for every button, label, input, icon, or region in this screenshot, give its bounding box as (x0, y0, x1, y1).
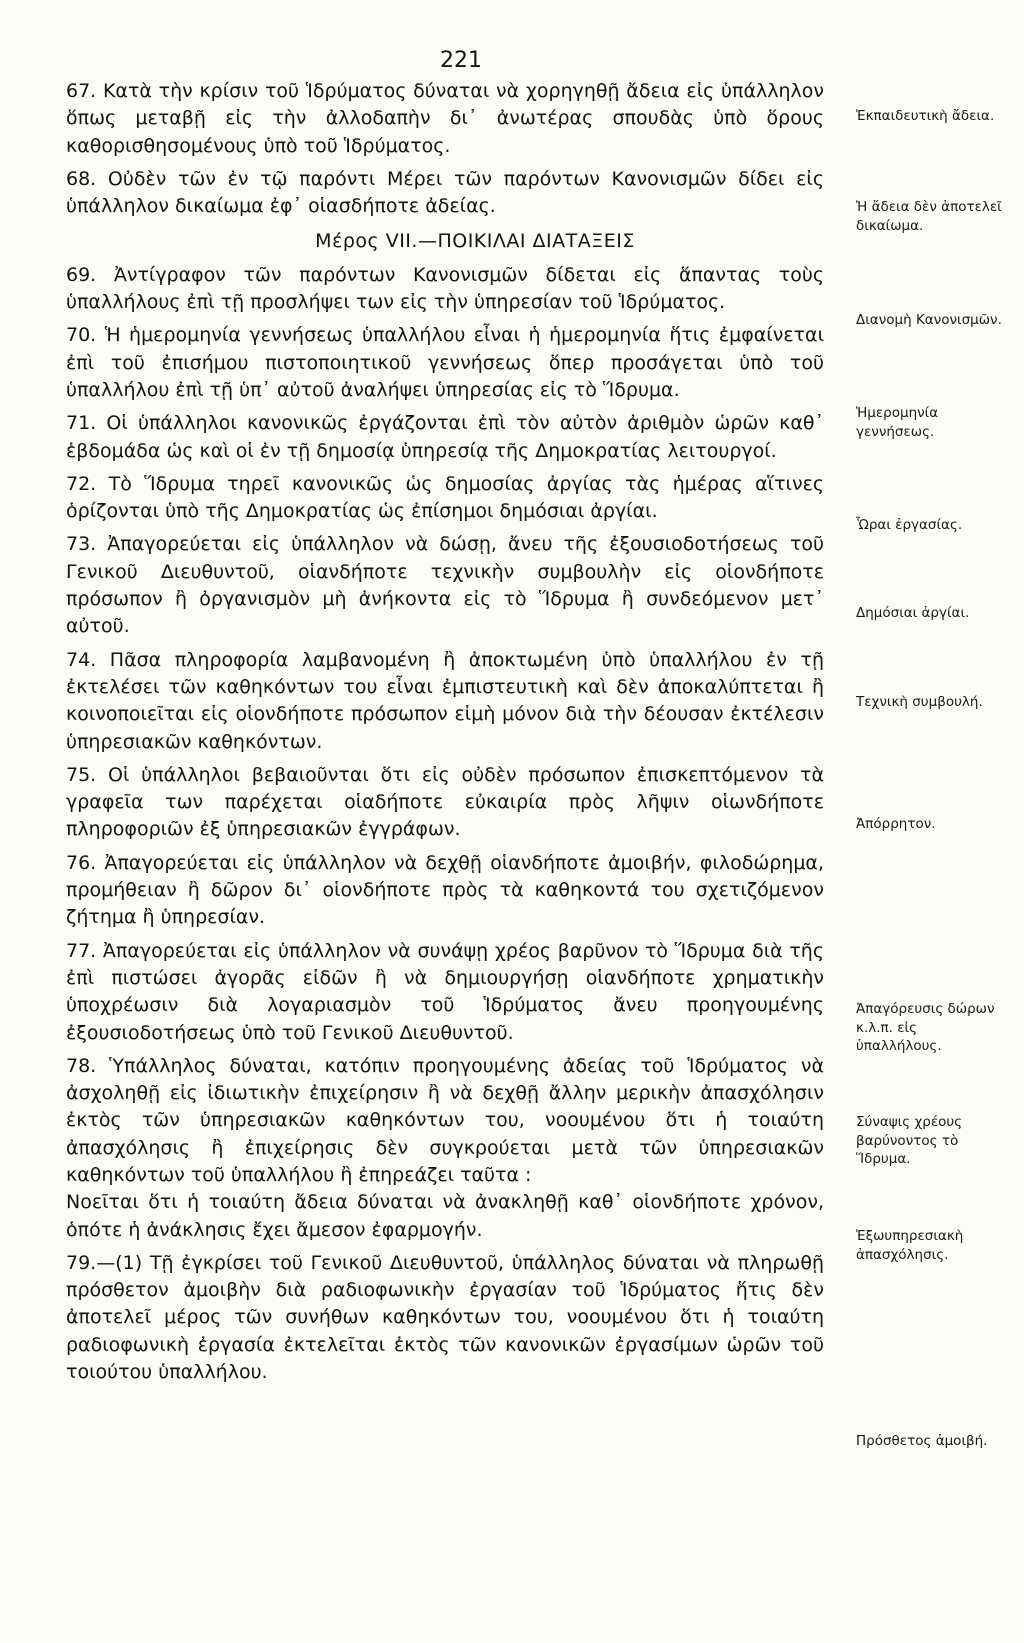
margin-note-73: Τεχνικὴ συμβουλή. (856, 694, 983, 710)
margin-note-76: Ἀπαγόρευσις δώρων κ.λ.π. εἰς ὑπαλλήλους. (856, 1001, 995, 1054)
paragraph-73: 73. Ἀπαγορεύεται εἰς ὑπάλληλον νὰ δώσῃ, ἄνευ τῆς ἐξουσιοδοτήσεως τοῦ Γενικοῦ Διευθυντοῦ, οἱανδήποτε τεχνικὴν συμβουλὴν εἰς οἱονδήποτε πρόσωπον ἢ ὀργανισμὸν μὴ ἀνήκοντα εἰς τὸ Ἵδρυμα ἢ συνδεόμενον μετ᾽ αὐτοῦ. (66, 533, 824, 638)
paragraph-70: 70. Ἡ ἡμερομηνία γεννήσεως ὑπαλλήλου εἶναι ἡ ἡμερομηνία ἥτις ἐμφαίνεται ἐπὶ τοῦ ἐπισήμου πιστοποιητικοῦ γεννήσεως ὅπερ προσάγεται ὑπὸ τοῦ ὑπαλλήλου ἐπὶ τῇ ὑπ᾽ αὐτοῦ ἀναλήψει ὑπηρεσίας εἰς τὸ Ἵδρυμα. (66, 324, 824, 401)
paragraph-74: 74. Πᾶσα πληροφορία λαμβανομένη ἢ ἀποκτωμένη ὑπὸ ὑπαλλήλου ἐν τῇ ἐκτελέσει τῶν καθηκόντων του εἶναι ἐμπιστευτικὴ καὶ δὲν ἀποκαλύπτεται ἢ κοινοποιεῖται εἰς οἱονδήποτε πρόσωπον εἰμὴ μόνον διὰ τὴν δέουσαν ἐκτέλεσιν ὑπηρεσιακῶν καθηκόντων. (66, 648, 824, 753)
paragraph-76: 76. Ἀπαγορεύεται εἰς ὑπάλληλον νὰ δεχθῇ οἱανδήποτε ἀμοιβήν, φιλοδώρημα, προμήθειαν ἢ δῶρον δι᾽ οἱονδήποτε πρὸς τὰ καθηκοντά του σχετιζόμενον ζήτημα ἢ ὑπηρεσίαν. (66, 851, 824, 929)
paragraph-75: 75. Οἱ ὑπάλληλοι βεβαιοῦνται ὅτι εἰς οὐδὲν πρόσωπον ἐπισκεπτόμενον τὰ γραφεῖα των παρέχεται οἱαδήποτε εὐκαιρία πρὸς λῆψιν οἱωνδήποτε πληροφοριῶν ἐξ ὑπηρεσιακῶν ἐγγράφων. (66, 763, 824, 841)
main-text-column (66, 78, 824, 1386)
margin-note-72: Δημόσιαι ἀργίαι. (856, 605, 970, 621)
margin-note-68: Ἡ ἄδεια δὲν ἀποτελεῖ δικαίωμα. (856, 199, 1002, 234)
margin-note-67: Ἐκπαιδευτικὴ ἄδεια. (856, 108, 995, 124)
section-title: Μέρος VII.—ΠΟΙΚΙΛΑΙ ΔΙΑΤΑΞΕΙΣ (315, 230, 635, 253)
margin-note-79: Πρόσθετος ἀμοιβή. (856, 1433, 988, 1449)
margin-note-69: Διανομὴ Κανονισμῶν. (856, 312, 1002, 328)
paragraph-67: 67. Κατὰ τὴν κρίσιν τοῦ Ἱδρύματος δύναται νὰ χορηγηθῇ ἄδεια εἰς ὑπάλληλον ὅπως μεταβῇ εἰς τὴν ἀλλοδαπὴν δι᾽ ἀνωτέρας σπουδὰς ὑπὸ ὅρους καθορισθησομένους ὑπὸ τοῦ Ἱδρύματος. (66, 80, 824, 157)
paragraph-72: 72. Τὸ Ἵδρυμα τηρεῖ κανονικῶς ὡς δημοσίας ἀργίας τὰς ἡμέρας αἵτινες ὁρίζονται ὑπὸ τῆς Δημοκρατίας ὡς ἐπίσημοι δημόσιαι ἀργίαι. (66, 472, 824, 523)
paragraph-79: 79.—(1) Τῇ ἐγκρίσει τοῦ Γενικοῦ Διευθυντοῦ, ὑπάλληλος δύναται νὰ πληρωθῇ πρόσθετον ἀμοιβὴν διὰ ραδιοφωνικὴν ἐργασίαν τοῦ Ἱδρύματος ἥτις δὲν ἀποτελεῖ μέρος τῶν συνήθων καθηκόντων του, νοουμένου ὅτι ἡ τοιαύτη ραδιοφωνικὴ ἐργασία ἐκτελεῖται ἐκτὸς τῶν κανονικῶν ἐργασίμων ὡρῶν τοῦ τοιούτου ὑπαλλήλου. (66, 1251, 824, 1384)
page-number: 221 (440, 48, 482, 73)
paragraph-71: 71. Οἱ ὑπάλληλοι κανονικῶς ἐργάζονται ἐπὶ τὸν αὐτὸν ἀριθμὸν ὡρῶν καθ᾽ ἑβδομάδα ὡς καὶ οἱ ἐν τῇ δημοσίᾳ ὑπηρεσίᾳ τῆς Δημοκρατίας λειτουργοί. (66, 412, 824, 462)
paragraph-69: 69. Ἀντίγραφον τῶν παρόντων Κανονισμῶν δίδεται εἰς ἅπαντας τοὺς ὑπαλλήλους ἐπὶ τῇ προσλήψει των εἰς τὴν ὑπηρεσίαν τοῦ Ἱδρύματος. (66, 263, 824, 314)
paragraph-78-proviso: Νοεῖται ὅτι ἡ τοιαύτη ἄδεια δύναται νὰ ἀνακληθῇ καθ᾽ οἱονδήποτε χρόνον, ὁπότε ἡ ἀνάκλησις ἔχει ἄμεσον ἐφαρμογήν. (66, 1191, 824, 1241)
paragraph-78: 78. Ὑπάλληλος δύναται, κατόπιν προηγουμένης ἀδείας τοῦ Ἱδρύματος νὰ ἀσχοληθῇ εἰς ἰδιωτικὴν ἐπιχείρησιν ἢ νὰ δεχθῇ ἄλλην μερικὴν ἀπασχόλησιν ἐκτὸς τῶν ὑπηρεσιακῶν καθηκόντων του, νοουμένου ὅτι ἡ τοιαύτη ἀπασχόλησις ἢ ἐπιχείρησις δὲν συγκρούεται μετὰ τῶν ὑπηρεσιακῶν καθηκόντων τοῦ ὑπαλλήλου ἢ ἐπηρεάζει ταῦτα : (66, 1054, 824, 1186)
paragraph-77: 77. Ἀπαγορεύεται εἰς ὑπάλληλον νὰ συνάψῃ χρέος βαρῦνον τὸ Ἵδρυμα διὰ τῆς ἐπὶ πιστώσει ἀγορᾶς εἰδῶν ἢ νὰ δημιουργήσῃ οἱανδήποτε χρηματικὴν ὑποχρέωσιν διὰ λογαριασμὸν τοῦ Ἱδρύματος ἄνευ προηγουμένης ἐξουσιοδοτήσεως ὑπὸ τοῦ Γενικοῦ Διευθυντοῦ. (66, 939, 824, 1044)
margin-note-77: Σύναψις χρέους βαρύνοντος τὸ Ἵδρυμα. (856, 1114, 963, 1167)
margin-note-74: Ἀπόρρητον. (856, 816, 936, 832)
margin-note-70: Ἡμερομηνία γεννήσεως. (856, 405, 939, 440)
paragraph-68: 68. Οὐδὲν τῶν ἐν τῷ παρόντι Μέρει τῶν παρόντων Κανονισμῶν δίδει εἰς ὑπάλληλον δικαίωμα ἐφ᾽ οἱασδήποτε ἀδείας. (66, 167, 824, 218)
margin-note-78: Ἐξωυπηρεσιακὴ ἀπασχόλησις. (856, 1228, 964, 1263)
margin-note-71: Ὧραι ἐργασίας. (856, 517, 963, 533)
